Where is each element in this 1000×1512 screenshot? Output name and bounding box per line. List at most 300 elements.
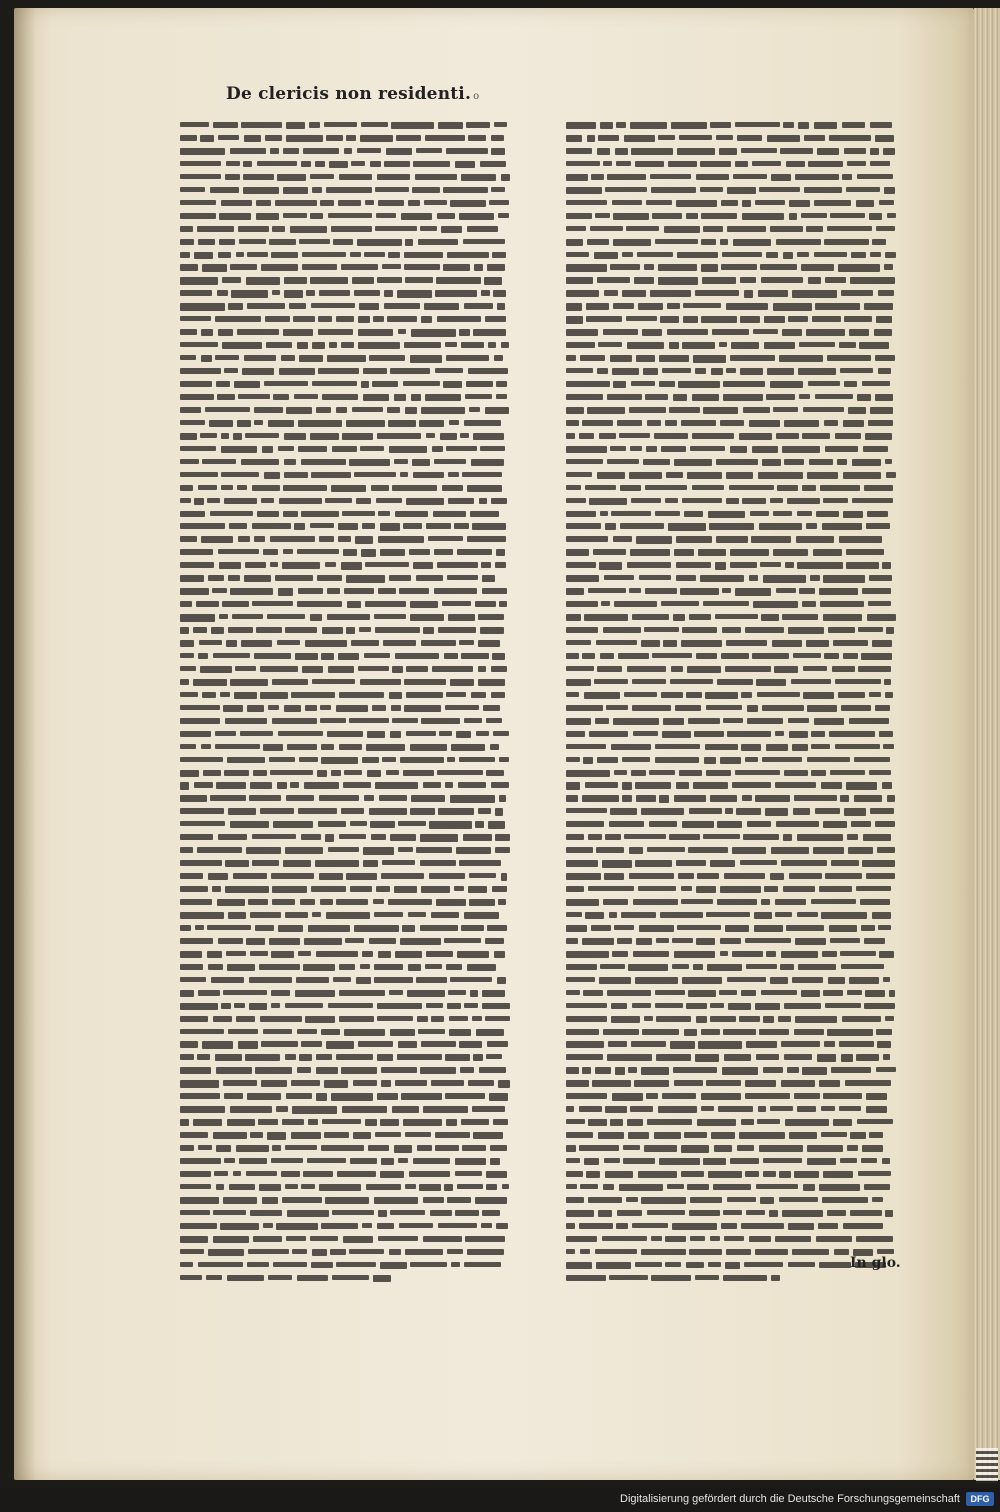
text-line: [448, 614, 475, 621]
text-line: [398, 821, 426, 826]
text-line: [638, 303, 663, 310]
text-line: [384, 303, 421, 309]
text-line: [359, 627, 371, 632]
text-line: [208, 1249, 244, 1256]
text-line: [292, 1249, 307, 1254]
text-line: [597, 472, 626, 479]
text-line: [850, 277, 894, 283]
text-line: [744, 290, 753, 297]
text-line: [180, 446, 216, 452]
text-line: [349, 1249, 384, 1254]
text-line: [420, 834, 458, 841]
text-line: [180, 1132, 208, 1138]
text-line: [459, 640, 473, 645]
text-line: [257, 511, 278, 518]
text-line: [425, 964, 442, 969]
text-line: [339, 692, 384, 698]
text-line: [445, 1093, 485, 1099]
text-line: [781, 1041, 821, 1047]
text-line: [776, 433, 799, 439]
text-line: [259, 1184, 281, 1191]
text-line: [363, 860, 378, 867]
text-line: [338, 523, 358, 530]
text-line: [410, 808, 435, 814]
text-line: [566, 420, 579, 426]
text-line: [228, 303, 243, 310]
text-line: [644, 264, 654, 269]
text-line: [198, 1262, 243, 1267]
text-line: [180, 1106, 225, 1113]
text-line: [449, 420, 460, 425]
text-line: [802, 485, 816, 492]
text-line: [806, 329, 845, 336]
text-line: [297, 549, 340, 554]
text-line: [824, 653, 839, 659]
text-line: [389, 575, 411, 580]
text-line: [490, 744, 499, 750]
text-line: [824, 420, 838, 427]
text-line: [566, 1106, 574, 1111]
text-line: [760, 1197, 774, 1204]
text-line: [607, 394, 642, 400]
text-line: [607, 459, 639, 464]
text-line: [566, 653, 579, 659]
text-line: [697, 1119, 736, 1126]
text-line: [730, 1158, 759, 1164]
text-line: [682, 627, 717, 633]
text-line: [447, 1249, 463, 1255]
text-line: [819, 1184, 860, 1191]
text-line: [566, 355, 576, 361]
text-line: [353, 1080, 377, 1086]
text-line: [426, 951, 453, 957]
text-line: [833, 1119, 852, 1125]
text-line: [485, 407, 509, 414]
text-line: [319, 536, 334, 541]
text-line: [687, 472, 722, 479]
text-line: [221, 485, 234, 490]
text-line: [864, 938, 886, 944]
text-line: [566, 627, 598, 632]
text-line: [423, 1236, 462, 1242]
text-line: [566, 705, 603, 711]
text-line: [358, 342, 400, 348]
text-line: [431, 1016, 444, 1023]
text-line: [838, 264, 880, 271]
text-line: [472, 1106, 505, 1112]
text-line: [375, 187, 409, 192]
text-line: [727, 187, 756, 194]
text-line: [682, 498, 722, 504]
text-line: [423, 627, 433, 634]
text-line: [785, 562, 794, 568]
text-line: [448, 990, 466, 996]
text-line: [875, 705, 890, 711]
text-line: [339, 1016, 374, 1022]
text-line: [566, 1262, 592, 1269]
text-line: [661, 446, 687, 452]
text-line: [701, 264, 718, 271]
text-line: [872, 640, 891, 647]
text-line: [398, 1041, 417, 1048]
text-line: [271, 1003, 280, 1009]
text-line: [582, 1067, 591, 1073]
text-line: [490, 1158, 499, 1165]
text-line: [492, 653, 505, 660]
text-line: [633, 951, 669, 957]
text-line: [218, 329, 233, 336]
text-line: [599, 562, 621, 569]
text-line: [726, 303, 768, 310]
text-line: [763, 1067, 783, 1072]
text-line: [723, 718, 742, 724]
text-line: [380, 1262, 407, 1269]
text-line: [877, 1249, 894, 1255]
text-line: [695, 1275, 719, 1281]
text-line: [180, 951, 202, 958]
text-line: [624, 834, 666, 839]
text-line: [587, 239, 609, 246]
text-line: [605, 523, 616, 530]
text-line: [849, 977, 880, 984]
text-line: [277, 174, 306, 181]
text-line: [455, 1158, 486, 1165]
text-line: [404, 252, 443, 258]
text-line: [795, 938, 825, 945]
text-line: [803, 692, 834, 699]
text-line: [735, 161, 749, 167]
text-line: [642, 329, 662, 335]
text-line: [703, 407, 738, 414]
text-line: [497, 977, 506, 984]
text-line: [381, 873, 424, 879]
text-line: [869, 1132, 883, 1138]
text-line: [410, 744, 447, 751]
text-line: [801, 264, 834, 271]
text-line: [328, 213, 373, 219]
text-line: [244, 575, 271, 582]
text-line: [468, 1080, 494, 1086]
text-line: [636, 355, 655, 362]
text-line: [342, 433, 373, 440]
text-line: [375, 782, 418, 789]
text-line: [366, 1184, 401, 1190]
text-line: [829, 135, 870, 141]
text-line: [635, 860, 672, 867]
text-line: [605, 187, 647, 192]
text-line: [799, 394, 810, 399]
text-line: [757, 1119, 780, 1124]
text-line: [688, 718, 720, 724]
text-line: [446, 692, 466, 697]
text-line: [378, 536, 424, 543]
text-line: [450, 679, 474, 686]
text-line: [351, 640, 379, 646]
text-line: [709, 523, 754, 529]
text-line: [635, 161, 664, 167]
text-line: [180, 925, 191, 931]
text-line: [819, 1080, 840, 1087]
text-line: [196, 601, 218, 607]
text-line: [325, 834, 334, 841]
text-line: [703, 1158, 726, 1165]
text-line: [804, 187, 842, 193]
text-line: [779, 355, 823, 362]
text-line: [468, 886, 487, 893]
text-line: [267, 614, 306, 619]
text-line: [423, 1197, 443, 1203]
text-line: [803, 666, 827, 672]
text-line: [315, 161, 325, 167]
text-line: [807, 1158, 836, 1165]
text-line: [283, 329, 313, 336]
text-line: [877, 1041, 891, 1048]
text-line: [421, 316, 432, 323]
text-line: [499, 795, 506, 801]
text-line: [180, 679, 189, 685]
text-line: [822, 1197, 867, 1203]
text-line: [240, 731, 273, 736]
text-line: [252, 860, 278, 866]
text-line: [845, 1080, 891, 1086]
text-line: [784, 420, 819, 427]
text-line: [372, 705, 386, 711]
text-line: [703, 601, 749, 606]
text-line: [448, 498, 474, 505]
text-line: [770, 1106, 793, 1111]
text-line: [445, 782, 453, 787]
text-line: [721, 653, 749, 659]
text-line: [797, 252, 809, 258]
text-line: [230, 264, 257, 270]
text-line: [763, 1171, 776, 1177]
text-line: [354, 925, 399, 932]
text-line: [180, 666, 196, 671]
text-line: [410, 601, 438, 607]
text-line: [781, 860, 827, 866]
text-line: [247, 303, 285, 309]
text-line: [795, 174, 839, 180]
text-line: [595, 1249, 638, 1254]
text-line: [647, 1119, 692, 1125]
text-line: [605, 834, 621, 840]
text-line: [667, 303, 680, 308]
text-line: [248, 899, 268, 905]
text-line: [358, 666, 388, 671]
text-line: [260, 1016, 302, 1023]
text-line: [787, 498, 820, 504]
text-line: [589, 731, 629, 738]
text-line: [200, 433, 216, 438]
text-line: [673, 614, 685, 621]
text-line: [294, 394, 319, 399]
text-line: [639, 575, 672, 580]
text-line: [341, 264, 378, 269]
text-line: [799, 342, 834, 347]
text-line: [566, 795, 578, 802]
text-line: [317, 770, 327, 777]
text-line: [722, 252, 762, 258]
text-line: [309, 122, 320, 128]
text-line: [701, 1093, 741, 1100]
text-line: [403, 770, 434, 776]
text-line: [250, 912, 281, 918]
text-line: [361, 122, 388, 127]
text-line: [566, 536, 608, 541]
text-line: [180, 627, 189, 634]
text-line: [195, 925, 204, 930]
text-line: [876, 316, 892, 323]
text-line: [180, 782, 189, 789]
text-line: [842, 1016, 881, 1023]
text-line: [579, 1106, 602, 1112]
text-line: [467, 485, 502, 492]
text-line: [475, 601, 496, 606]
text-line: [744, 1262, 783, 1267]
text-line: [730, 355, 776, 361]
text-line: [446, 964, 463, 970]
text-line: [377, 1093, 398, 1100]
text-line: [598, 135, 619, 141]
text-line: [846, 782, 877, 789]
text-line: [715, 562, 726, 569]
text-line: [417, 1016, 428, 1022]
text-line: [300, 899, 316, 905]
text-line: [601, 601, 610, 606]
text-line: [566, 433, 575, 439]
text-line: [341, 342, 354, 348]
text-line: [641, 1249, 686, 1255]
text-line: [730, 562, 756, 568]
text-line: [835, 433, 860, 439]
text-line: [624, 692, 658, 697]
text-line: [668, 161, 697, 167]
text-line: [180, 834, 213, 839]
text-line: [469, 899, 494, 906]
text-line: [566, 990, 580, 995]
text-line: [243, 161, 252, 167]
text-line: [390, 368, 430, 374]
text-line: [245, 1054, 279, 1061]
text-line: [409, 549, 430, 555]
text-line: [241, 122, 282, 128]
text-line: [207, 925, 251, 931]
text-line: [627, 1119, 643, 1126]
text-line: [811, 744, 829, 749]
text-line: [363, 847, 394, 854]
text-line: [260, 808, 294, 814]
text-line: [312, 1249, 327, 1256]
text-line: [236, 1016, 255, 1023]
text-line: [377, 277, 402, 283]
text-line: [802, 433, 830, 439]
text-line: [495, 808, 504, 815]
text-line: [493, 731, 509, 736]
text-line: [447, 252, 489, 259]
text-line: [651, 1236, 662, 1241]
text-line: [667, 1184, 684, 1189]
text-line: [250, 951, 268, 956]
text-line: [481, 1223, 492, 1228]
text-line: [719, 990, 737, 995]
text-line: [854, 795, 882, 801]
text-line: [287, 744, 317, 750]
text-line: [426, 1003, 443, 1009]
text-line: [321, 1145, 364, 1151]
text-line: [580, 355, 605, 361]
text-line: [770, 977, 788, 984]
text-line: [408, 912, 427, 917]
text-line: [198, 653, 208, 659]
text-line: [261, 498, 274, 503]
text-line: [234, 692, 257, 699]
text-line: [180, 731, 211, 738]
text-line: [646, 200, 671, 205]
text-line: [249, 795, 281, 801]
text-line: [318, 316, 332, 321]
text-line: [263, 744, 283, 751]
text-line: [213, 1236, 249, 1243]
text-line: [216, 1067, 251, 1073]
text-line: [395, 511, 428, 518]
text-line: [201, 355, 212, 362]
text-line: [239, 239, 266, 244]
text-line: [632, 1003, 651, 1008]
text-line: [765, 808, 788, 815]
text-line: [256, 213, 279, 220]
text-line: [474, 264, 483, 271]
text-line: [499, 757, 509, 762]
text-line: [228, 627, 253, 633]
text-line: [840, 795, 849, 802]
text-line: [409, 1171, 450, 1177]
text-line: [706, 770, 731, 776]
text-line: [377, 1003, 422, 1009]
text-line: [210, 795, 247, 800]
text-line: [807, 472, 839, 479]
text-line: [373, 316, 384, 321]
text-line: [319, 873, 343, 880]
text-line: [858, 1171, 891, 1176]
text-line: [766, 252, 778, 258]
text-line: [494, 355, 503, 361]
text-line: [636, 536, 673, 543]
text-line: [367, 731, 386, 738]
text-line: [307, 1158, 346, 1163]
text-line: [781, 1080, 815, 1087]
text-line: [311, 1262, 333, 1268]
text-line: [496, 381, 507, 387]
text-line: [808, 381, 839, 386]
text-line: [782, 329, 802, 336]
text-line: [408, 200, 420, 206]
text-line: [367, 770, 381, 777]
text-line: [180, 1236, 208, 1243]
text-line: [494, 951, 504, 958]
text-line: [626, 226, 659, 232]
text-line: [216, 782, 247, 789]
text-line: [566, 1041, 604, 1048]
text-line: [887, 213, 896, 219]
text-line: [492, 886, 507, 892]
text-line: [496, 394, 507, 400]
text-line: [759, 523, 802, 530]
text-line: [357, 239, 402, 246]
text-line: [686, 213, 698, 219]
text-line: [461, 653, 489, 660]
text-line: [786, 161, 805, 167]
text-line: [658, 277, 698, 284]
